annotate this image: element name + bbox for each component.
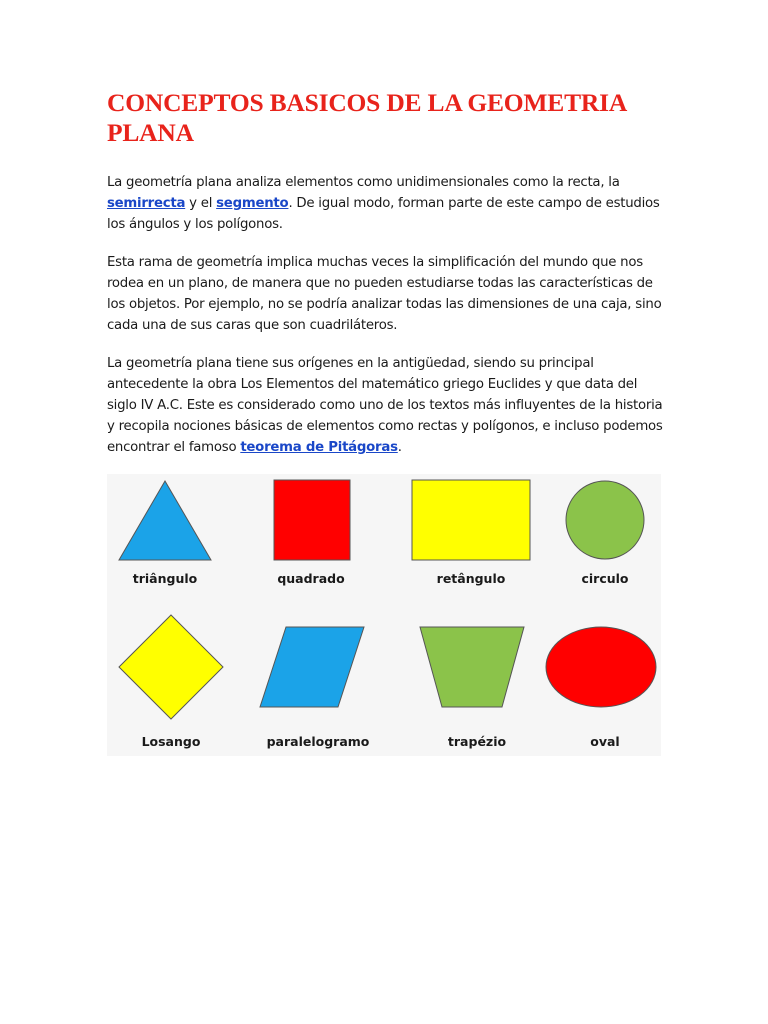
circle-shape [566, 481, 644, 559]
parallelogram-label: paralelogramo [266, 734, 370, 749]
triangle-shape [119, 481, 211, 560]
teorema-pitagoras-link[interactable]: teorema de Pitágoras [240, 440, 398, 455]
shapes-figure [107, 474, 661, 756]
square-shape [274, 480, 350, 560]
parallelogram-shape [260, 627, 364, 707]
circle-label: circulo [581, 571, 629, 586]
document-body [107, 88, 667, 475]
paragraph-3-text-a: La geometría plana tiene sus orígenes en la antigüedad, siendo su principal antecedente la obra Los Elementos del matemático griego Euclides y que data del siglo IV A.C. Este es considerado como uno de los textos más influyentes de la historia y recopila nociones básicas de elementos como rectas y polígonos, e incluso podemos encontrar el famoso [107, 356, 663, 455]
rhombus-shape [119, 615, 223, 719]
square-label: quadrado [277, 571, 345, 586]
trapezoid-label: trapézio [447, 734, 507, 749]
rectangle-shape [412, 480, 530, 560]
trapezoid-shape [420, 627, 524, 707]
paragraph-2: Esta rama de geometría implica muchas veces la simplificación del mundo que nos rodea en un plano, de manera que no pueden estudiarse todas las características de los objetos. Por ejemplo, no se podría analizar todas las dimensiones de una caja, sino cada una de sus caras que son cuadriláteros. [107, 255, 662, 333]
rectangle-label: retângulo [436, 571, 506, 586]
paragraph-1-text-c: . De igual modo, forman parte de este campo de estudios los ángulos y los polígonos. [107, 196, 660, 232]
shapes-illustration [107, 474, 661, 756]
paragraph-1-text-b: y el [185, 196, 217, 211]
paragraph-3 [107, 353, 667, 458]
paragraph-1-text-a: La geometría plana analiza elementos como unidimensionales como la recta, la [107, 175, 620, 190]
segmento-link[interactable]: segmento [216, 196, 289, 211]
oval-label: oval [590, 734, 620, 749]
rhombus-label: Losango [141, 734, 201, 749]
triangle-label: triângulo [132, 571, 198, 586]
page-title: CONCEPTOS BASICOS DE LA GEOMETRIA PLANA [107, 88, 626, 147]
paragraph-3-text-b: . [397, 440, 402, 455]
oval-shape [546, 627, 656, 707]
paragraph-1 [107, 172, 667, 235]
semirrecta-link[interactable]: semirrecta [107, 196, 186, 211]
